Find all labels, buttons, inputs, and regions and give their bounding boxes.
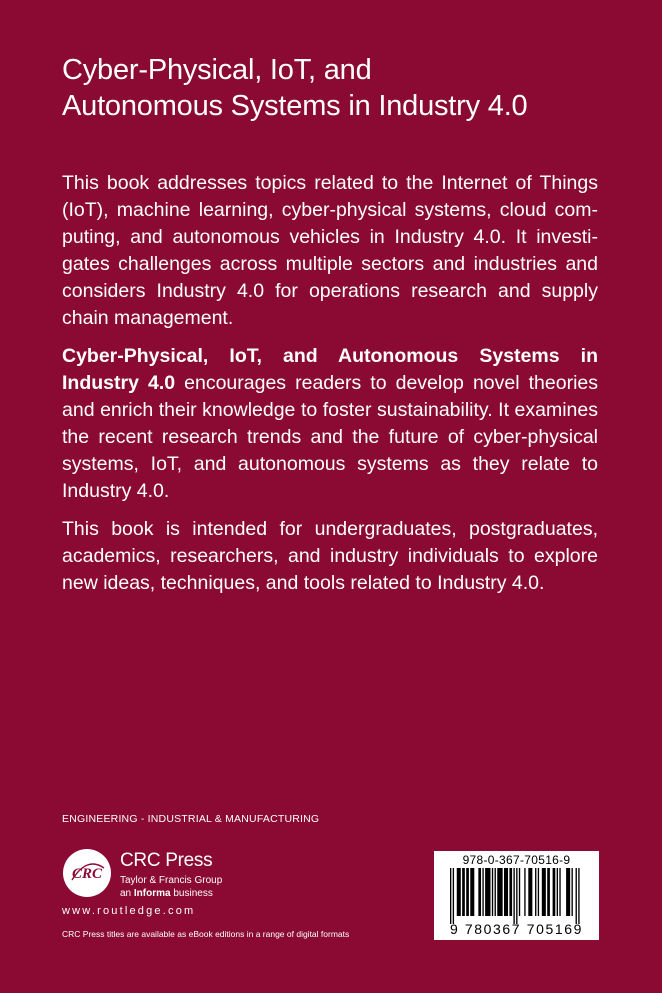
barcode-bar <box>457 868 461 916</box>
informa-name: Informa <box>133 888 171 899</box>
barcode-bar <box>528 868 532 916</box>
barcode-bar <box>466 868 469 916</box>
barcode-bar <box>566 868 570 916</box>
barcode-bar <box>547 868 550 916</box>
book-title <box>62 52 622 124</box>
publisher-block <box>120 850 222 900</box>
subject-category: ENGINEERING - INDUSTRIAL & MANUFACTURING <box>62 813 320 825</box>
ebook-note: CRC Press titles are available as eBook editions in a range of digital formats <box>62 929 350 939</box>
publisher-informa-line <box>120 887 222 900</box>
barcode-bar <box>470 868 474 916</box>
barcode-bar <box>504 868 508 916</box>
barcode-bar <box>482 868 483 916</box>
barcode-bar <box>519 868 520 916</box>
publisher-group: Taylor & Francis Group <box>120 875 223 886</box>
barcode-bar <box>578 868 579 924</box>
crc-logo-text: CRC <box>71 866 103 882</box>
barcode-bar <box>572 868 573 916</box>
description-paragraph-1: This book addresses topics related to the Internet of Things (IoT), machine learning, cyber-physical systems, cloud computing, and autonomous vehicles in Industry 4.0. It investigates challenges across multiple sectors and industries and considers Industry 4.0 for operations research and supply chain management. <box>62 172 598 329</box>
barcode-bar <box>492 868 493 916</box>
barcode-bar <box>516 868 517 924</box>
barcode-bar <box>453 868 454 924</box>
crc-logo-icon <box>62 848 112 898</box>
barcode-bar <box>462 868 465 916</box>
informa-suffix: business <box>170 888 213 899</box>
barcode-bar <box>553 868 556 916</box>
book-title-line-2: Autonomous Systems in Industry 4.0 <box>62 90 528 122</box>
barcode-bar <box>495 868 496 916</box>
ean-first-digit: 9 <box>449 921 460 937</box>
barcode-bar <box>576 868 577 924</box>
isbn-barcode <box>434 851 599 940</box>
description-paragraph-3: This book is intended for undergraduates, postgraduates, academics, researchers, and industry individuals to explore new ideas, techniques, and tools related to Industry 4.0. <box>62 518 598 594</box>
description-bold-title: Cyber-Physical, IoT, and Autonomous Systems in Industry 4.0 <box>62 345 598 394</box>
publisher-website: www.routledge.com <box>62 905 196 917</box>
barcode-bars <box>446 868 587 924</box>
barcode-bar <box>497 868 502 916</box>
book-description <box>62 170 598 608</box>
book-title-line-1: Cyber-Physical, IoT, and <box>62 54 372 86</box>
barcode-bar <box>485 868 490 916</box>
ean-digits <box>436 921 597 937</box>
barcode-bar <box>559 868 560 916</box>
barcode-bar <box>535 868 536 916</box>
barcode-bar <box>557 868 558 916</box>
ean-group-1: 780367 <box>464 921 522 937</box>
publisher-name: CRC Press <box>120 850 213 871</box>
description-paragraph-2 <box>62 343 598 505</box>
informa-prefix: an <box>120 888 134 899</box>
barcode-bar <box>538 868 539 916</box>
barcode-bar <box>509 868 512 916</box>
isbn-number: 978-0-367-70516-9 <box>462 853 571 867</box>
barcode-bar <box>478 868 481 916</box>
description-paragraph-2-text: encourages readers to develop novel theories and enrich their knowledge to foster sustainability. It examines the recent research trends and the future of cyber-physical systems, IoT, and autonomous systems as they relate to Industry 4.0. <box>62 372 599 502</box>
barcode-bar <box>542 868 546 916</box>
barcode-bar <box>513 868 514 924</box>
barcode-bar <box>450 868 451 924</box>
barcode-bar <box>524 868 525 916</box>
ean-group-2: 705169 <box>526 921 584 937</box>
